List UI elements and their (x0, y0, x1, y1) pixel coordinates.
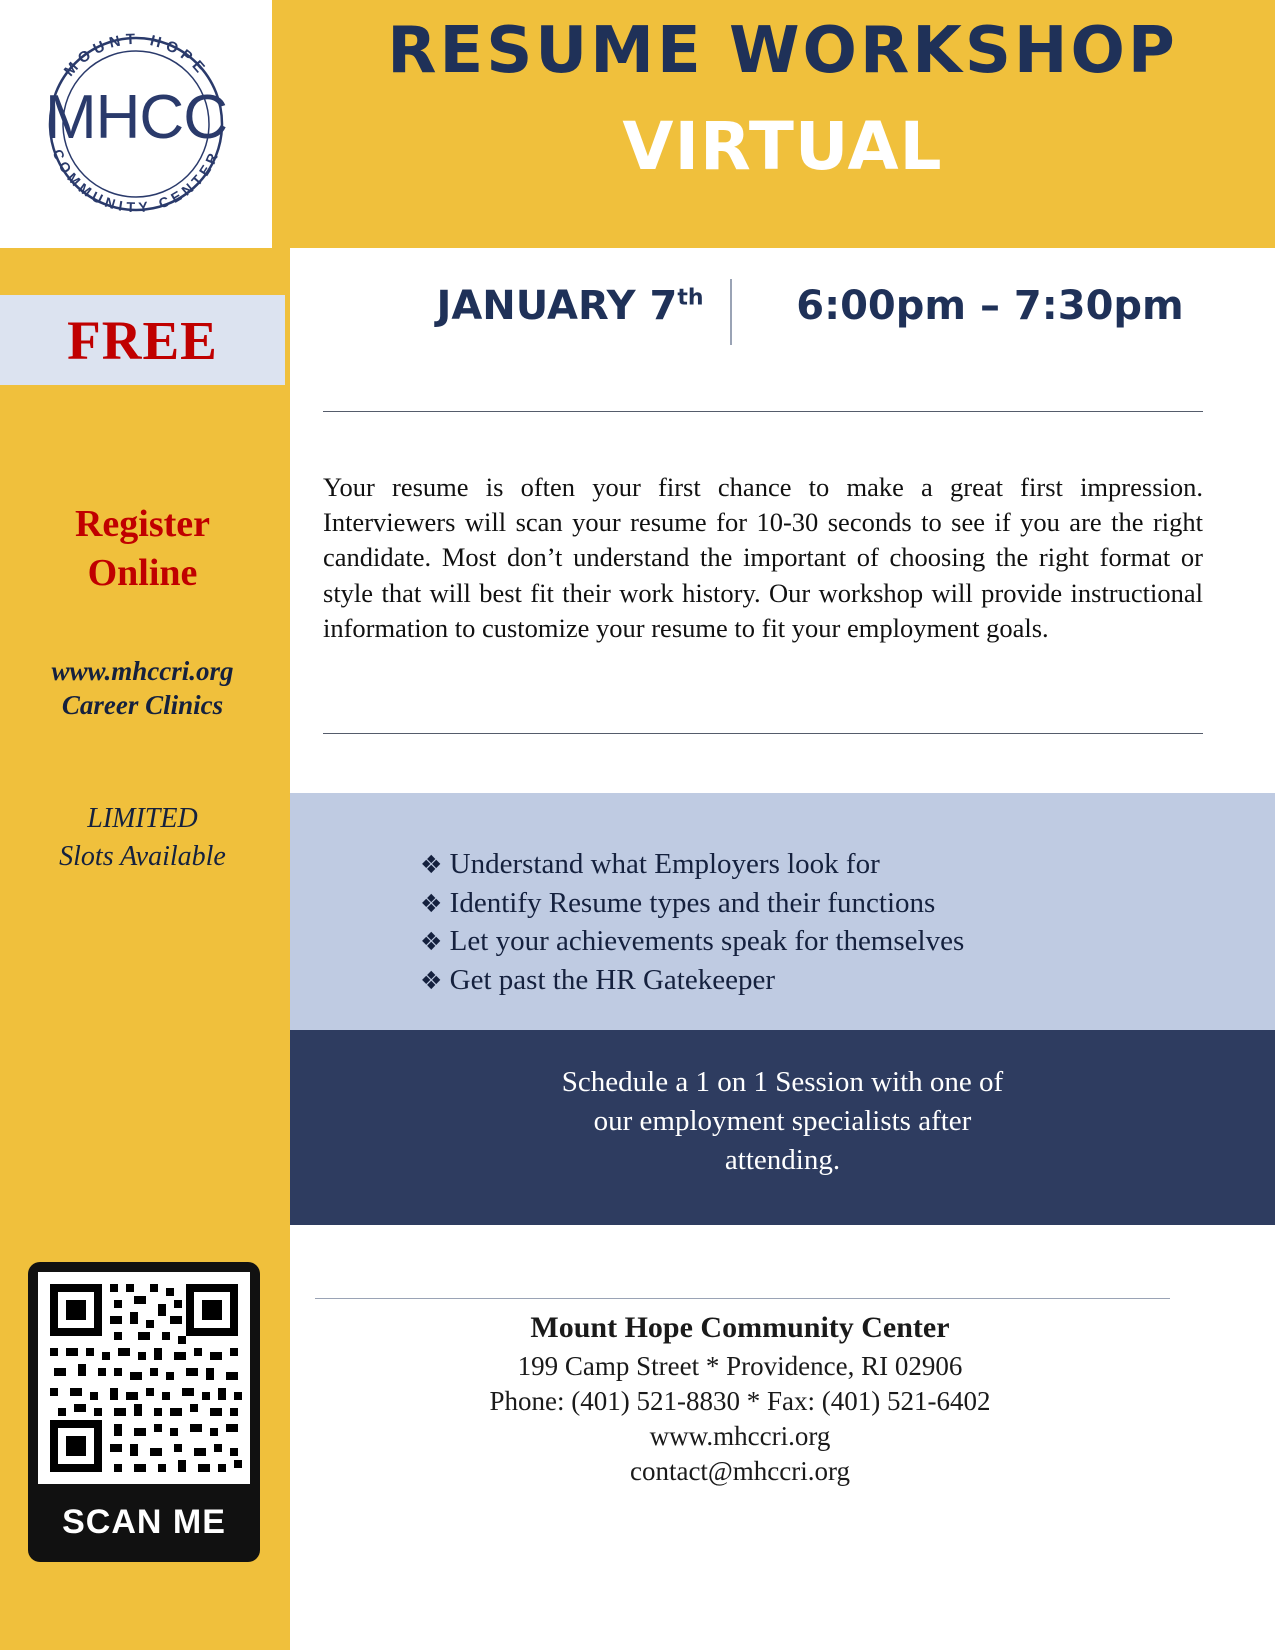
divider-below-paragraph (323, 733, 1203, 734)
logo-container (0, 0, 272, 248)
list-item (420, 845, 964, 884)
main-content (290, 248, 1275, 1650)
registration-website[interactable] (0, 655, 285, 723)
divider-above-paragraph (323, 411, 1203, 412)
event-datetime (290, 283, 1275, 353)
list-item (420, 884, 964, 923)
limited-slots-note (0, 800, 285, 876)
list-item-label: Understand what Employers look for (449, 848, 880, 880)
schedule-line-1: Schedule a 1 on 1 Session with one of (561, 1066, 1004, 1098)
learning-points-band (290, 793, 1275, 1030)
schedule-session-text (290, 1063, 1275, 1180)
list-item-label: Identify Resume types and their functions (449, 886, 936, 919)
logo-icon (20, 8, 252, 240)
page-title: RESUME WORKSHOP (387, 14, 1178, 88)
schedule-session-band (290, 1030, 1275, 1225)
list-item-label: Let your achievements speak for themselves (449, 925, 965, 958)
footer-address: 199 Camp Street * Providence, RI 02906 (517, 1351, 963, 1381)
footer-email[interactable]: contact@mhccri.org (629, 1456, 851, 1487)
page-subtitle: VIRTUAL (622, 108, 943, 185)
qr-code-icon[interactable] (38, 1272, 250, 1484)
event-date (410, 283, 730, 329)
diamond-bullet-icon: ❖ (420, 888, 443, 918)
scan-me-label: SCAN ME (62, 1503, 226, 1541)
sidebar (0, 0, 290, 1650)
limited-line-2: Slots Available (59, 840, 226, 872)
register-online-heading (0, 500, 285, 599)
diamond-bullet-icon: ❖ (420, 965, 443, 995)
footer-org-name: Mount Hope Community Center (530, 1311, 950, 1344)
svg-text:MOUNT HOPE: MOUNT HOPE (60, 30, 212, 80)
header-banner (290, 0, 1275, 248)
schedule-line-3: attending. (724, 1144, 841, 1177)
qr-code-block[interactable] (28, 1262, 260, 1562)
description-paragraph: Your resume is often your first chance to make a great first impression. Interviewers will scan your resume for 10-30 seconds to see if you are the right candidate. Most don’t understand the important of choosing the right format or style that will best fit their work history. Our workshop will provide instructional information to customize your resume to fit your employment goals. (323, 472, 1203, 643)
learning-points-list (420, 845, 964, 999)
diamond-bullet-icon: ❖ (420, 850, 443, 879)
svg-text:MHCC: MHCC (45, 83, 227, 152)
svg-text:COMMUNITY CENTER: COMMUNITY CENTER (49, 146, 223, 216)
qr-code-image[interactable] (38, 1272, 250, 1484)
list-item (420, 961, 964, 1000)
datetime-divider (730, 279, 732, 345)
footer-website[interactable]: www.mhccri.org (649, 1421, 831, 1452)
limited-line-1: LIMITED (87, 803, 198, 834)
list-item (420, 922, 964, 961)
website-section: Career Clinics (61, 689, 224, 720)
diamond-bullet-icon: ❖ (420, 927, 443, 957)
list-item-label: Get past the HR Gatekeeper (449, 963, 775, 996)
divider-above-footer (315, 1298, 1170, 1299)
footer-contact-info (290, 1308, 1190, 1489)
event-time: 6:00pm – 7:30pm (796, 283, 1184, 329)
footer-phone-fax: Phone: (401) 521-8830 * Fax: (401) 521-6402 (489, 1386, 991, 1417)
mhcc-logo (20, 8, 252, 240)
register-line-2: Online (87, 552, 198, 595)
free-label: FREE (67, 309, 218, 371)
event-date-text: JANUARY 7 (436, 283, 678, 329)
event-date-suffix: th (677, 285, 704, 311)
schedule-line-2: our employment specialists after (593, 1105, 972, 1138)
register-line-1: Register (74, 503, 211, 545)
website-url[interactable]: www.mhccri.org (51, 656, 234, 686)
free-badge (0, 295, 285, 385)
